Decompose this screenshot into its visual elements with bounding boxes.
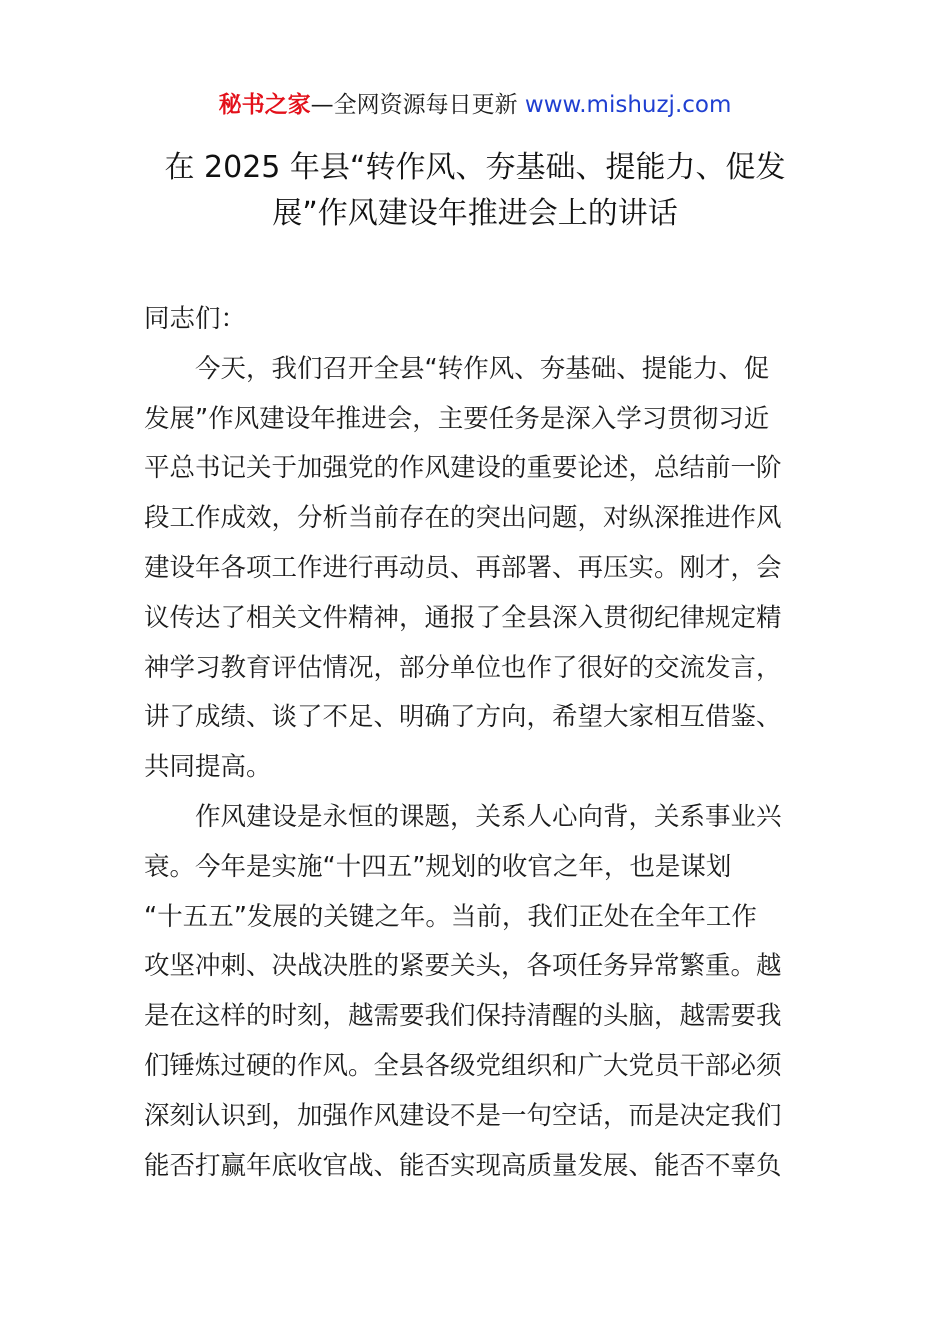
body-line: 衰。今年是实施“十四五”规划的收官之年，也是谋划	[144, 851, 732, 882]
document-title	[100, 145, 850, 237]
body-line: 深刻认识到，加强作风建设不是一句空话，而是决定我们	[144, 1100, 782, 1131]
site-url-link[interactable]: www.mishuzj.com	[524, 92, 732, 118]
body-line: 段工作成效，分析当前存在的突出问题，对纵深推进作风	[144, 503, 782, 534]
body-line: 议传达了相关文件精神，通报了全县深入贯彻纪律规定精	[144, 602, 782, 633]
body-line: 神学习教育评估情况，部分单位也作了很好的交流发言，	[144, 652, 782, 683]
body-line: 发展”作风建设年推进会，主要任务是深入学习贯彻习近	[144, 403, 770, 434]
body-line: 们锤炼过硬的作风。全县各级党组织和广大党员干部必须	[144, 1050, 782, 1081]
body-line: 攻坚冲刺、决战决胜的紧要关头，各项任务异常繁重。越	[144, 951, 782, 982]
body-line: 能否打赢年底收官战、能否实现高质量发展、能否不辜负	[144, 1150, 782, 1181]
title-line-2: 展”作风建设年推进会上的讲话	[272, 196, 678, 231]
body-line: 讲了成绩、谈了不足、明确了方向，希望大家相互借鉴、	[144, 702, 782, 733]
site-header	[0, 88, 950, 122]
document-body	[144, 295, 808, 1191]
body-line: “十五五”发展的关键之年。当前，我们正处在全年工作	[144, 901, 757, 932]
title-line-1: 在 2025 年县“转作风、夯基础、提能力、促发	[164, 150, 786, 185]
body-line: 平总书记关于加强党的作风建设的重要论述，总结前一阶	[144, 453, 782, 484]
salutation: 同志们：	[144, 304, 247, 334]
header-tagline: —全网资源每日更新	[310, 92, 525, 118]
body-line: 是在这样的时刻，越需要我们保持清醒的头脑，越需要我	[144, 1001, 782, 1032]
brand-name: 秘书之家	[218, 92, 311, 118]
body-line: 作风建设是永恒的课题，关系人心向背，关系事业兴	[195, 801, 782, 832]
body-line: 建设年各项工作进行再动员、再部署、再压实。刚才，会	[144, 552, 782, 583]
body-line: 今天，我们召开全县“转作风、夯基础、提能力、促	[195, 353, 770, 384]
body-line: 共同提高。	[144, 752, 272, 783]
